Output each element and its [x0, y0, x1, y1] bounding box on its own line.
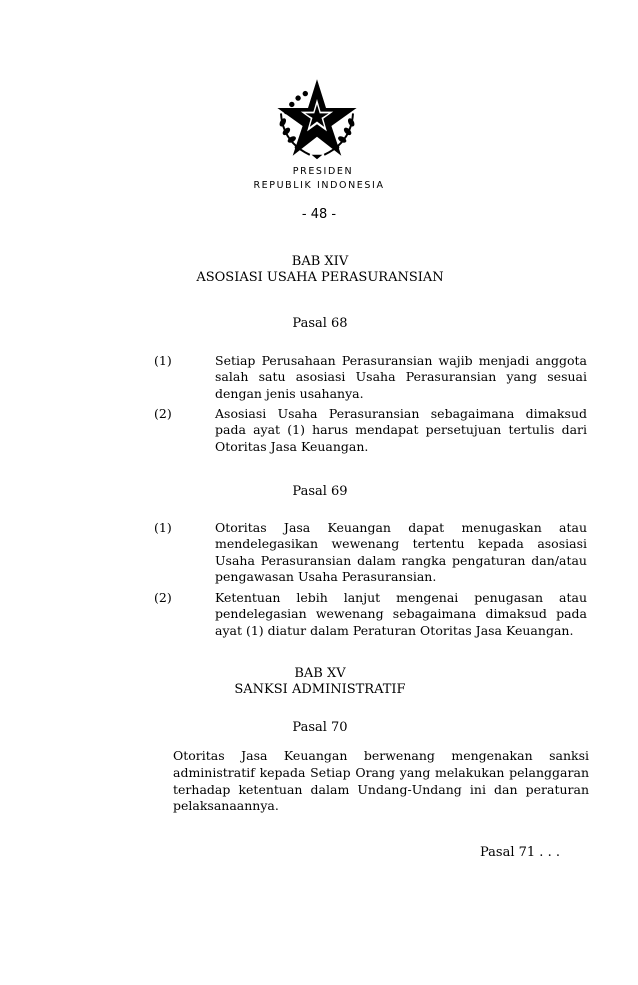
- page-number: - 48 -: [301, 207, 337, 222]
- presidential-emblem-icon: [272, 72, 362, 162]
- article-heading: Pasal 68: [292, 316, 348, 331]
- header-president: PRESIDEN: [292, 166, 354, 177]
- article-heading: Pasal 70: [292, 720, 348, 735]
- clause-text: Setiap Perusahaan Perasuransian wajib menjadi anggota salah satu asosiasi Usaha Perasuransian yang sesuai dengan jenis usahanya.: [215, 353, 587, 401]
- clause-number: (2): [154, 590, 172, 605]
- clause-text: Asosiasi Usaha Perasuransian sebagaimana dimaksud pada ayat (1) harus mendapat persetujuan tertulis dari Otoritas Jasa Keuangan.: [215, 406, 587, 454]
- chapter-title: SANKSI ADMINISTRATIF: [234, 682, 406, 697]
- continuation-note: Pasal 71 . . .: [480, 845, 560, 860]
- clause-number: (1): [154, 520, 172, 535]
- header-republic: REPUBLIK INDONESIA: [253, 180, 385, 191]
- article-heading: Pasal 69: [292, 484, 348, 499]
- chapter-label: BAB XV: [294, 666, 346, 681]
- clause-text: Ketentuan lebih lanjut mengenai penugasan atau pendelegasian wewenang sebagaimana dimaksud pada ayat (1) diatur dalam Peraturan Otoritas Jasa Keuangan.: [215, 590, 587, 638]
- clause-number: (1): [154, 353, 172, 368]
- chapter-label: BAB XIV: [291, 254, 349, 269]
- article-body: Otoritas Jasa Keuangan berwenang mengenakan sanksi administratif kepada Setiap Orang yang melakukan pelanggaran terhadap ketentuan dalam Undang-Undang ini dan peraturan pelaksanaannya.: [173, 748, 589, 814]
- clause-text: Otoritas Jasa Keuangan dapat menugaskan atau mendelegasikan wewenang tertentu kepada asosiasi Usaha Perasuransian dalam rangka pengaturan dan/atau pengawasan Usaha Perasuransian.: [215, 520, 587, 585]
- chapter-title: ASOSIASI USAHA PERASURANSIAN: [196, 270, 444, 285]
- clause-number: (2): [154, 406, 172, 421]
